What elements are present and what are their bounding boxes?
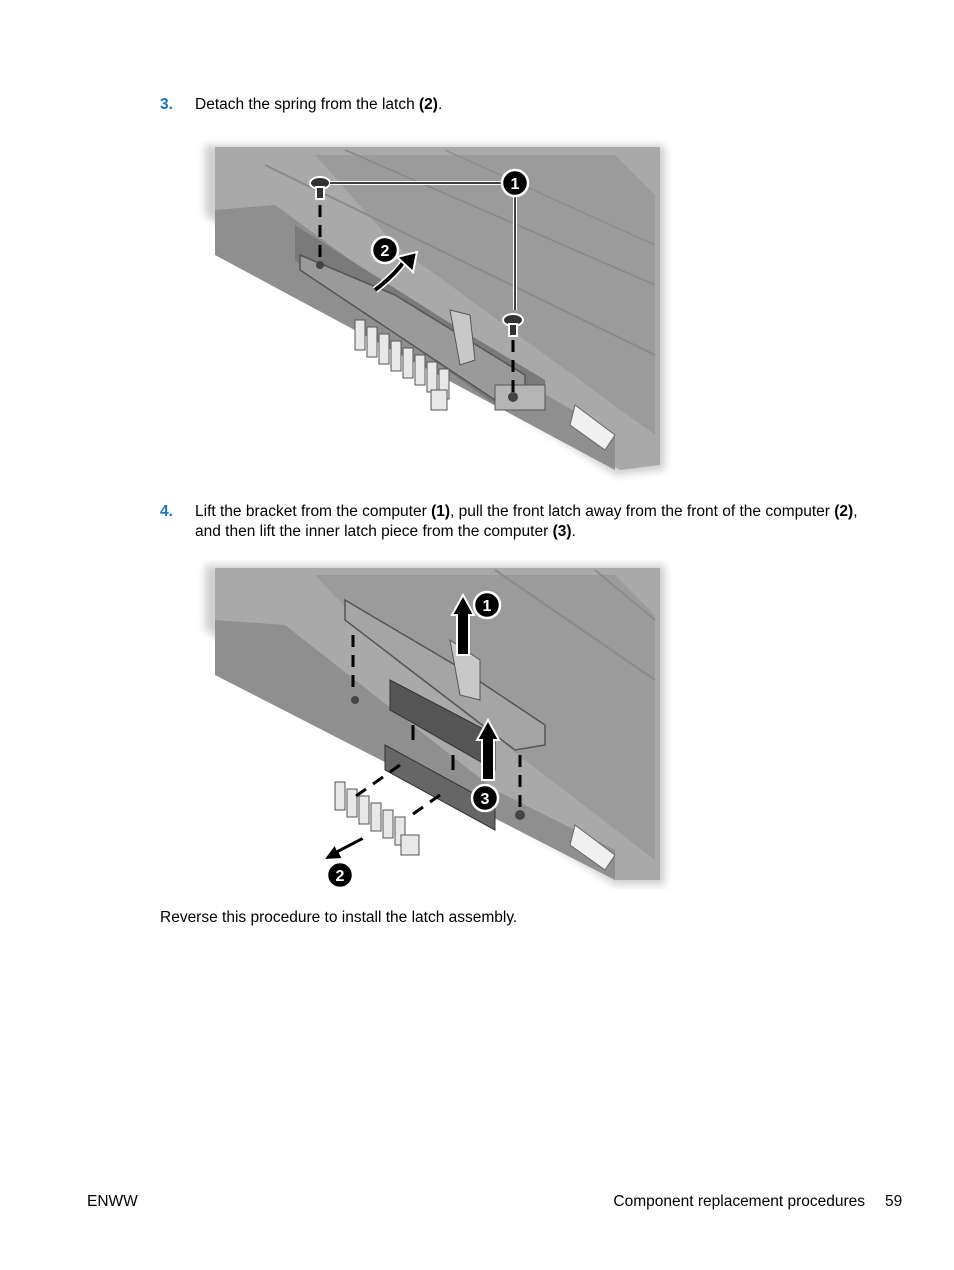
svg-text:1: 1 [510, 176, 520, 193]
figure-2-latch-removal-illustration [195, 560, 675, 890]
footer-section-title: Component replacement procedures [613, 1193, 865, 1210]
callout-2 [327, 862, 353, 888]
closing-instruction: Reverse this procedure to install the latch assembly. [160, 909, 518, 926]
footer-left-label: ENWW [87, 1193, 138, 1210]
svg-text:1: 1 [482, 598, 492, 615]
figure-1-latch-spring-illustration [195, 135, 675, 485]
callout-1 [502, 170, 528, 196]
step-number: 4. [160, 503, 173, 520]
step-number: 3. [160, 96, 173, 113]
svg-text:2: 2 [335, 868, 345, 885]
step-text: Detach the spring from the latch (2). [195, 96, 443, 113]
callout-1 [474, 592, 500, 618]
page-number: 59 [885, 1193, 903, 1210]
step-text-line-1: Lift the bracket from the computer (1), pull the front latch away from the front of the computer (2), [195, 503, 858, 520]
callout-3 [472, 785, 498, 811]
svg-text:2: 2 [380, 243, 390, 260]
callout-2 [372, 237, 398, 263]
step-text-line-2: and then lift the inner latch piece from the computer (3). [195, 523, 576, 540]
svg-text:3: 3 [480, 791, 490, 808]
